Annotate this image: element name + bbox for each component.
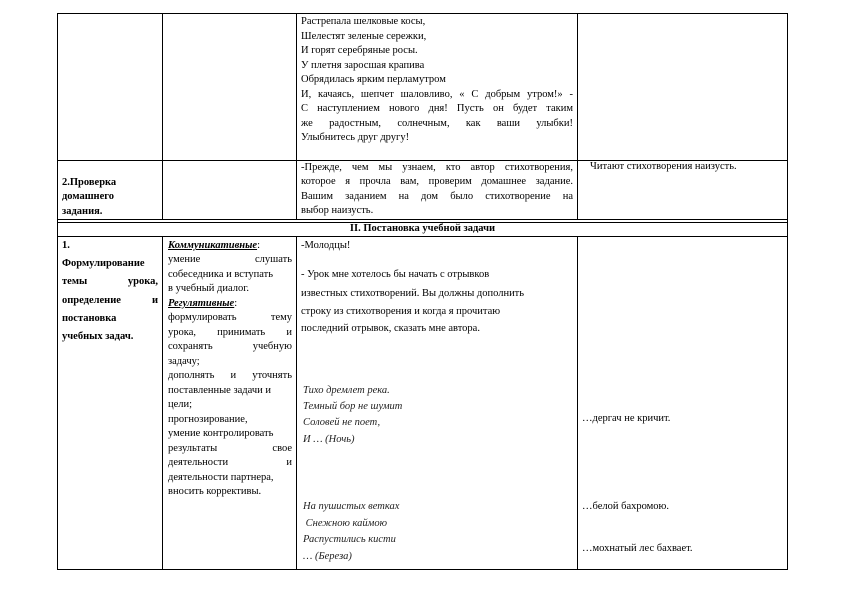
teacher-line: -Молодцы!	[301, 240, 351, 251]
poem-line: Тихо дремлет река.	[303, 385, 390, 396]
answer-line: …дергач не кричит.	[582, 413, 671, 424]
poem-line: На пушистых ветках	[303, 501, 400, 512]
poem-line: Темный бор не шумит	[303, 401, 403, 412]
poem-line: Снежною каймою	[303, 518, 387, 529]
uud-line: поставленные задачи и	[168, 385, 272, 396]
answer-line: …белой бахромою.	[582, 501, 670, 512]
poem-line: … (Береза)	[303, 551, 352, 562]
uud-line: урока, принимать и	[168, 327, 292, 338]
uud-line: в учебный диалог.	[168, 283, 249, 294]
uud-reg-heading	[168, 297, 237, 312]
col-border	[296, 236, 297, 570]
uud-line: вносить коррективы.	[168, 486, 262, 497]
table-top-border	[57, 13, 788, 14]
teacher-line: Вашим заданием на дом было стихотворение на	[301, 191, 573, 202]
col-border	[162, 236, 163, 570]
poem-line: же радостным, солнечным, как ваши улыбки!	[301, 118, 573, 129]
stage-line: темы урока,	[62, 276, 158, 287]
section-title: II. Постановка учебной задачи	[349, 223, 496, 234]
poem-line: Шелестят зеленые сережки,	[301, 31, 427, 42]
answer-line: …мохнатый лес бахвает.	[582, 543, 693, 554]
teacher-line: выбор наизусть.	[301, 205, 374, 216]
table-bottom-border	[57, 569, 788, 570]
poem-line: У плетня заросшая крапива	[301, 60, 425, 71]
poem-line: Растрепала шелковые косы,	[301, 16, 426, 27]
col-border	[296, 13, 297, 220]
uud-line: умение слушать	[168, 254, 292, 265]
uud-colon: :	[234, 298, 238, 309]
poem-line: Улыбнитесь друг другу!	[301, 132, 410, 143]
poem-line: Распустились кисти	[303, 534, 396, 545]
stage-line: постановка	[62, 313, 117, 324]
col-border	[577, 13, 578, 220]
uud-colon: :	[257, 240, 260, 251]
teacher-line: известных стихотворений. Вы должны дополнить	[301, 288, 525, 299]
stage-line: задания.	[62, 206, 103, 217]
poem-line: Обрядилась ярким перламутром	[301, 74, 446, 85]
teacher-line: -Прежде, чем мы узнаем, кто автор стихотворения,	[301, 162, 573, 173]
stage-line: учебных задач.	[62, 331, 134, 342]
stage-line: домашнего	[62, 191, 115, 202]
col-border	[787, 13, 788, 570]
uud-line: умение контролировать	[168, 428, 274, 439]
poem-line: Соловей не поет,	[303, 417, 381, 428]
poem-line: И горят серебряные росы.	[301, 45, 418, 56]
uud-line: деятельности партнера,	[168, 472, 274, 483]
uud-line: цели;	[168, 399, 193, 410]
col-border	[577, 236, 578, 570]
uud-reg-title: Регулятивные	[168, 298, 235, 309]
uud-line: дополнять и уточнять	[168, 370, 292, 381]
col-border	[57, 13, 58, 570]
uud-line: сохранять учебную	[168, 341, 292, 352]
uud-line: результаты свое	[168, 443, 292, 454]
uud-line: собеседника и вступать	[168, 269, 274, 280]
poem-line: И … (Ночь)	[303, 434, 355, 445]
teacher-line: - Урок мне хотелось бы начать с отрывков	[301, 269, 490, 280]
stage-line: 2.Проверка	[62, 177, 117, 188]
uud-line: формулировать тему	[168, 312, 292, 323]
uud-line: деятельности и	[168, 457, 292, 468]
col-border	[162, 13, 163, 220]
poem-line: С наступлением нового дня! Пусть он будет таким	[301, 103, 573, 114]
uud-comm-title: Коммуникативные	[168, 240, 258, 251]
teacher-line: которое я прочла вам, проверим домашнее задание.	[301, 176, 573, 187]
teacher-line: строку из стихотворения и когда я прочитаю	[301, 306, 501, 317]
stage-line: 1.	[62, 240, 70, 251]
stage-line: определение и	[62, 295, 158, 306]
students-homework: Читают стихотворения наизусть.	[590, 161, 737, 172]
uud-line: задачу;	[168, 356, 200, 367]
uud-comm-heading	[168, 239, 260, 254]
stage-line: Формулирование	[62, 258, 145, 269]
teacher-line: последний отрывок, сказать мне автора.	[301, 323, 480, 334]
uud-line: прогнозирование,	[168, 414, 248, 425]
poem-line: И, качаясь, шепчет шаловливо, « С добрым утром!» -	[301, 89, 573, 100]
